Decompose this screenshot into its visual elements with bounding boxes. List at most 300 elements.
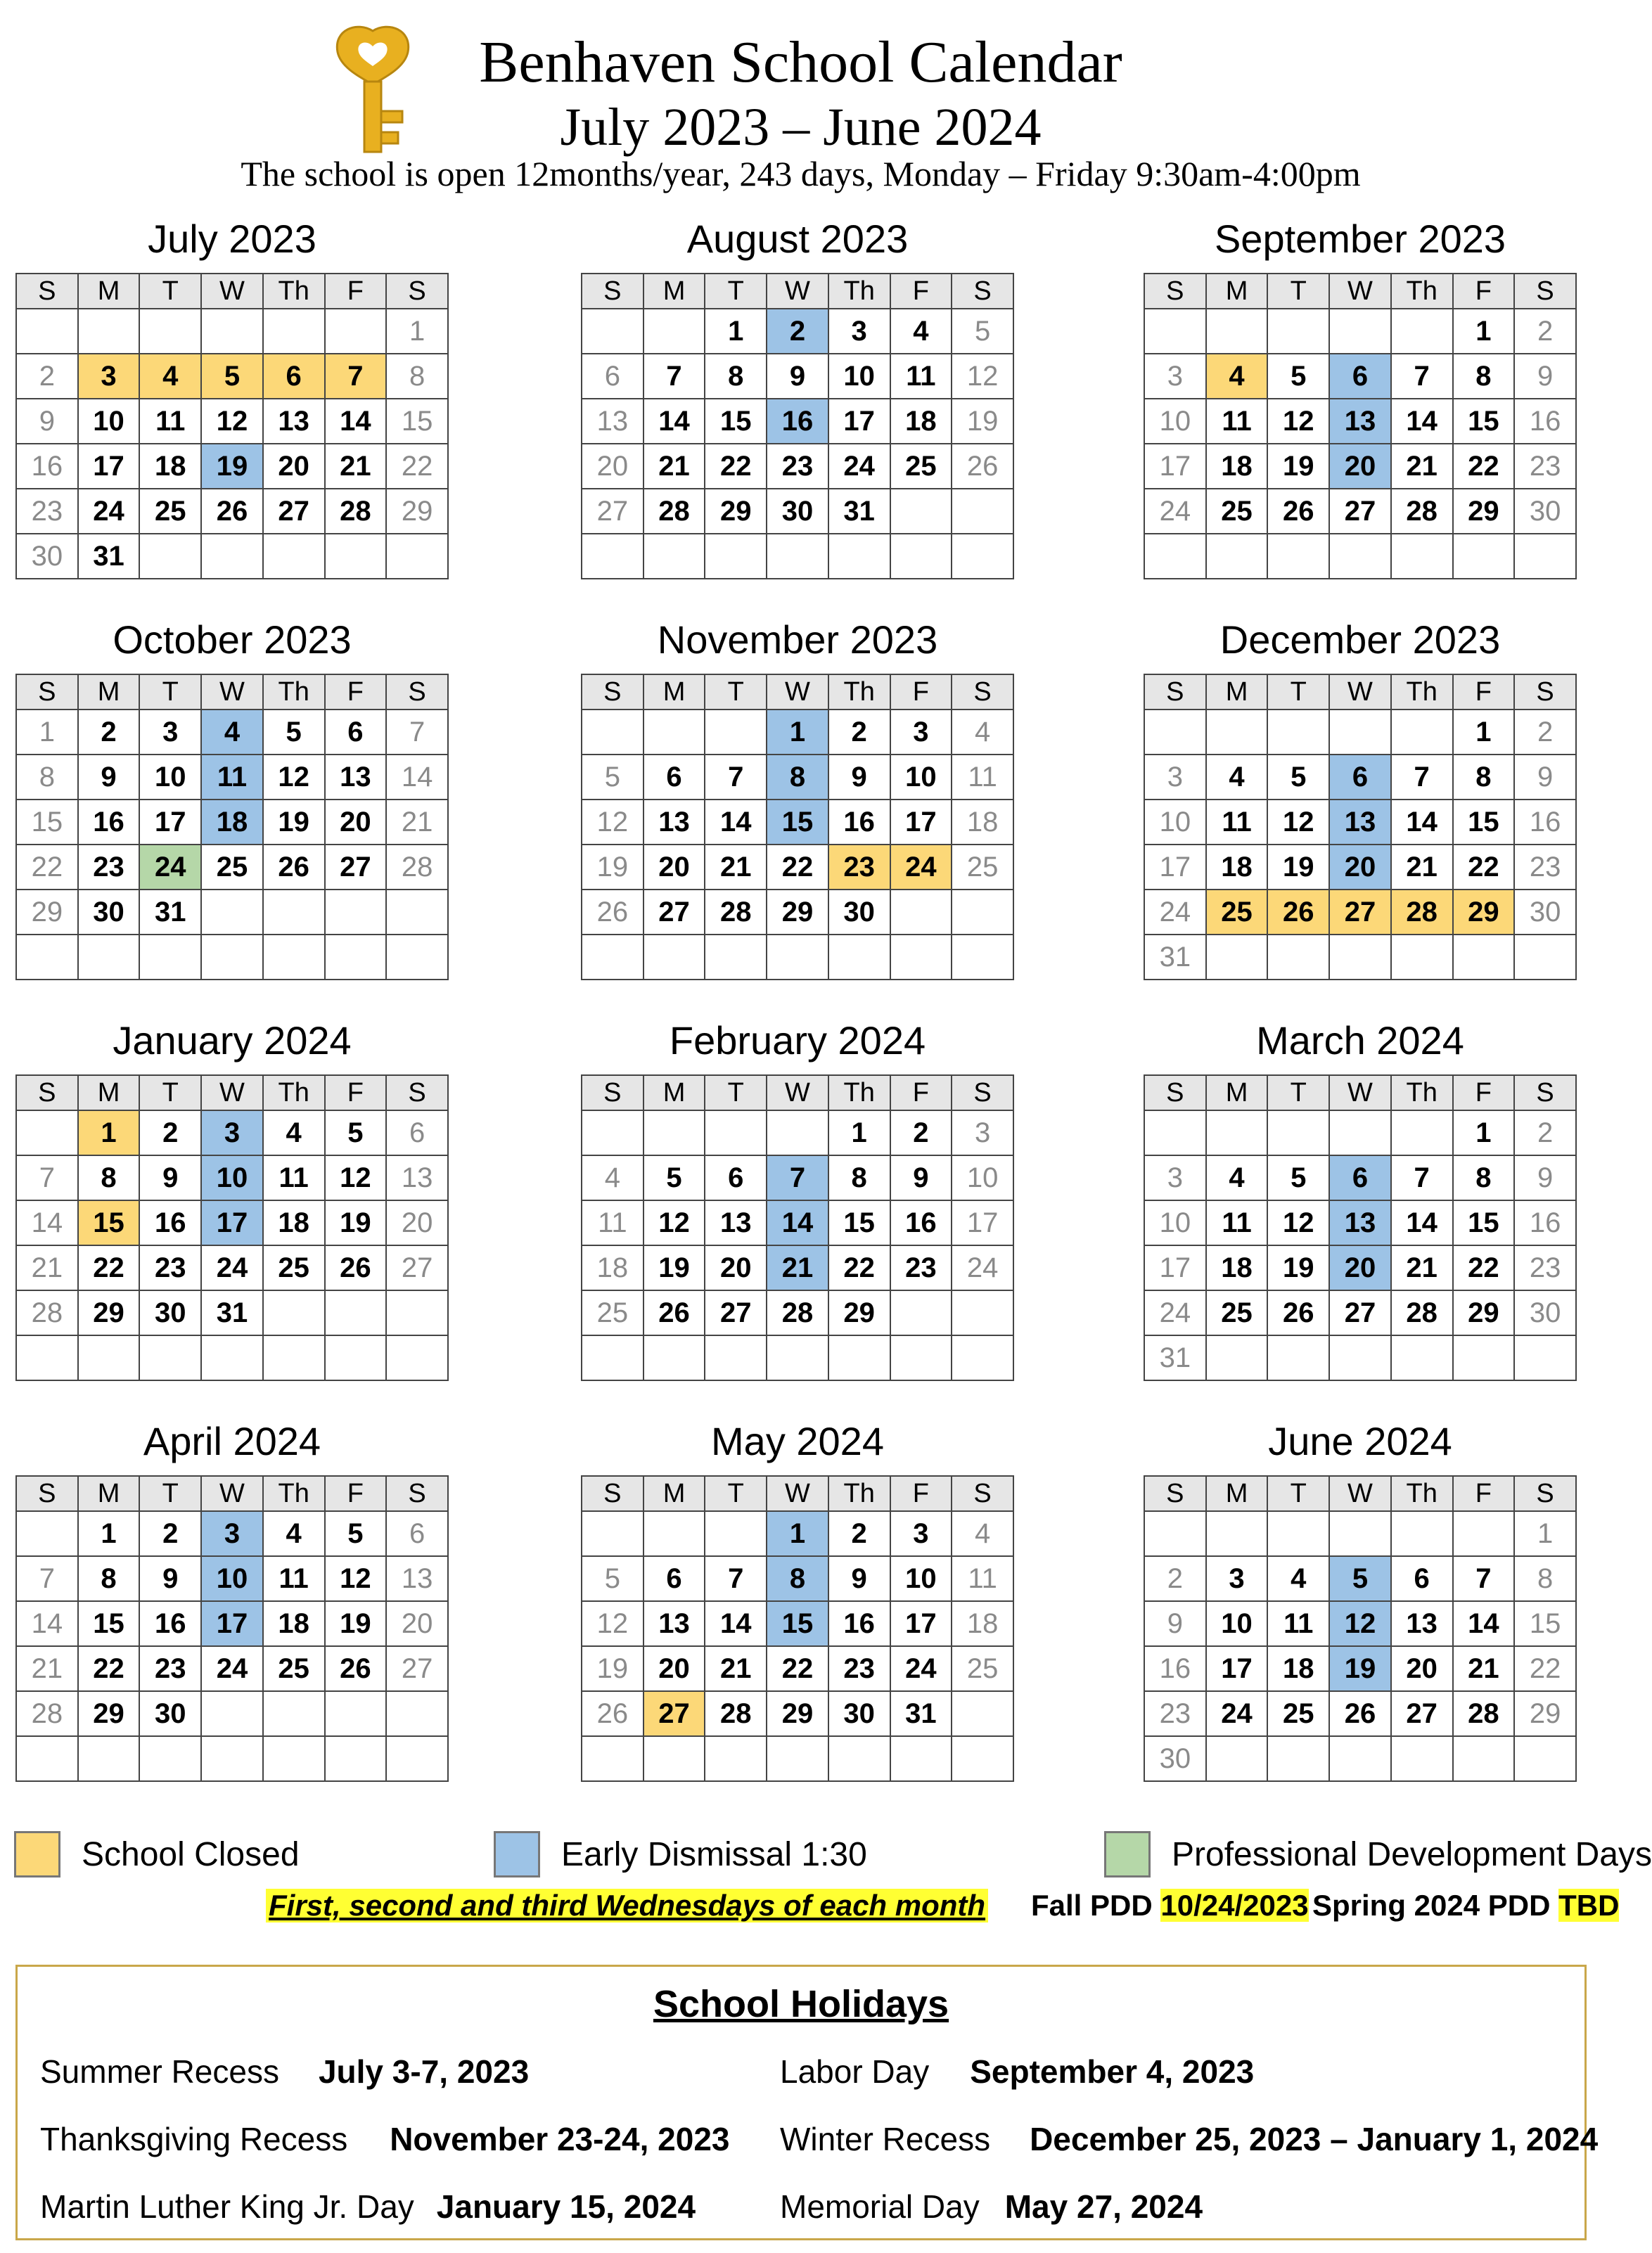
day-cell: 31	[890, 1691, 952, 1736]
month-calendar	[581, 606, 1014, 980]
day-cell: 29	[828, 1290, 890, 1335]
week-row	[1144, 309, 1576, 354]
weekday-header: S	[16, 1476, 78, 1511]
day-cell: 7	[1391, 755, 1453, 800]
holiday-name: Thanksgiving Recess	[40, 2121, 348, 2157]
day-cell: 23	[1144, 1691, 1206, 1736]
day-cell: 10	[828, 354, 890, 399]
day-cell: 27	[1329, 1290, 1391, 1335]
empty-day-cell	[1267, 1511, 1329, 1556]
month-grid	[581, 273, 1014, 579]
day-cell: 23	[16, 489, 78, 534]
empty-day-cell	[139, 309, 201, 354]
weekday-header: W	[1329, 674, 1391, 710]
day-cell: 24	[890, 1646, 952, 1691]
week-row	[582, 1290, 1013, 1335]
day-cell: 22	[767, 845, 828, 890]
weekday-header: M	[78, 674, 140, 710]
empty-day-cell	[767, 935, 828, 980]
day-cell: 2	[828, 710, 890, 755]
empty-day-cell	[1391, 1736, 1453, 1781]
day-cell: 17	[890, 800, 952, 845]
day-cell: 24	[952, 1245, 1013, 1290]
day-cell: 3	[201, 1110, 263, 1155]
weekday-header: T	[705, 674, 767, 710]
empty-day-cell	[78, 1736, 140, 1781]
day-cell: 1	[78, 1110, 140, 1155]
holiday-date: December 25, 2023 – January 1, 2024	[1030, 2121, 1599, 2157]
day-cell: 25	[1206, 1290, 1268, 1335]
day-cell: 8	[1453, 354, 1515, 399]
empty-day-cell	[1329, 1110, 1391, 1155]
empty-day-cell	[890, 1290, 952, 1335]
day-cell: 9	[828, 755, 890, 800]
week-row	[582, 399, 1013, 444]
week-row	[16, 800, 448, 845]
day-cell: 30	[767, 489, 828, 534]
day-cell: 31	[828, 489, 890, 534]
day-cell: 18	[201, 800, 263, 845]
empty-day-cell	[16, 1335, 78, 1380]
empty-day-cell	[16, 935, 78, 980]
empty-day-cell	[1329, 1335, 1391, 1380]
weekday-header: M	[1206, 1476, 1268, 1511]
day-cell: 25	[1206, 890, 1268, 935]
day-cell: 28	[325, 489, 387, 534]
day-cell: 14	[1391, 1200, 1453, 1245]
day-cell: 15	[705, 399, 767, 444]
empty-day-cell	[1206, 309, 1268, 354]
day-cell: 10	[201, 1155, 263, 1200]
day-cell: 6	[386, 1110, 448, 1155]
empty-day-cell	[1267, 1110, 1329, 1155]
weekday-header: T	[705, 1075, 767, 1110]
day-cell: 22	[16, 845, 78, 890]
day-cell: 21	[1391, 1245, 1453, 1290]
week-row	[582, 1155, 1013, 1200]
day-cell: 19	[582, 845, 643, 890]
day-cell: 28	[1391, 1290, 1453, 1335]
empty-day-cell	[952, 1691, 1013, 1736]
day-cell: 21	[325, 444, 387, 489]
day-cell: 6	[263, 354, 325, 399]
month-title: June 2024	[1268, 1419, 1452, 1463]
weekday-header: M	[643, 674, 705, 710]
day-cell: 8	[78, 1155, 140, 1200]
weekday-header: F	[325, 1075, 387, 1110]
week-row	[16, 354, 448, 399]
empty-day-cell	[139, 1335, 201, 1380]
day-cell: 21	[16, 1245, 78, 1290]
day-cell: 4	[582, 1155, 643, 1200]
empty-day-cell	[1206, 1736, 1268, 1781]
day-cell: 1	[386, 309, 448, 354]
day-cell: 15	[1453, 399, 1515, 444]
day-cell: 9	[1514, 755, 1576, 800]
day-cell: 20	[386, 1601, 448, 1646]
month-grid	[15, 674, 449, 980]
day-cell: 7	[643, 354, 705, 399]
day-cell: 8	[1453, 1155, 1515, 1200]
legend	[0, 1807, 1652, 1922]
weekday-header: W	[201, 274, 263, 309]
month-grid	[1144, 1475, 1577, 1782]
empty-day-cell	[201, 890, 263, 935]
empty-day-cell	[1453, 935, 1515, 980]
day-cell: 30	[16, 534, 78, 579]
day-cell: 9	[828, 1556, 890, 1601]
empty-day-cell	[1514, 534, 1576, 579]
day-cell: 8	[828, 1155, 890, 1200]
day-cell: 4	[1206, 354, 1268, 399]
empty-day-cell	[582, 1736, 643, 1781]
empty-day-cell	[705, 710, 767, 755]
day-cell: 27	[1329, 890, 1391, 935]
day-cell: 20	[386, 1200, 448, 1245]
week-row	[582, 534, 1013, 579]
holiday-name: Labor Day	[780, 2053, 930, 2090]
day-cell: 19	[952, 399, 1013, 444]
day-cell: 28	[16, 1290, 78, 1335]
day-cell: 23	[1514, 845, 1576, 890]
empty-day-cell	[1391, 1335, 1453, 1380]
week-row	[582, 354, 1013, 399]
day-cell: 3	[1144, 1155, 1206, 1200]
empty-day-cell	[325, 890, 387, 935]
day-cell: 24	[828, 444, 890, 489]
empty-day-cell	[325, 1335, 387, 1380]
day-cell: 21	[705, 845, 767, 890]
day-cell: 31	[78, 534, 140, 579]
weekday-header: Th	[1391, 1476, 1453, 1511]
month-grid	[1144, 674, 1577, 980]
empty-day-cell	[705, 1511, 767, 1556]
weekday-header: Th	[828, 274, 890, 309]
week-row	[1144, 399, 1576, 444]
day-cell: 18	[1206, 845, 1268, 890]
day-cell: 1	[1453, 710, 1515, 755]
empty-day-cell	[767, 1335, 828, 1380]
week-row	[1144, 1200, 1576, 1245]
day-cell: 19	[643, 1245, 705, 1290]
day-cell: 14	[16, 1200, 78, 1245]
week-row	[1144, 890, 1576, 935]
day-cell: 18	[139, 444, 201, 489]
day-cell: 1	[705, 309, 767, 354]
day-cell: 16	[1514, 1200, 1576, 1245]
week-row	[582, 890, 1013, 935]
day-cell: 23	[139, 1646, 201, 1691]
week-row	[582, 489, 1013, 534]
empty-day-cell	[890, 1335, 952, 1380]
day-cell: 18	[952, 1601, 1013, 1646]
month-title: May 2024	[711, 1419, 884, 1463]
day-cell: 30	[1514, 890, 1576, 935]
day-cell: 19	[1267, 1245, 1329, 1290]
day-cell: 6	[1329, 755, 1391, 800]
empty-day-cell	[1514, 1335, 1576, 1380]
day-cell: 10	[890, 755, 952, 800]
week-row	[16, 1511, 448, 1556]
day-cell: 16	[828, 800, 890, 845]
day-cell: 20	[1391, 1646, 1453, 1691]
month-calendar	[15, 1408, 449, 1782]
weekday-header: Th	[1391, 674, 1453, 710]
day-cell: 1	[767, 710, 828, 755]
weekday-header: S	[1144, 1075, 1206, 1110]
day-cell: 16	[890, 1200, 952, 1245]
day-cell: 15	[78, 1601, 140, 1646]
day-cell: 21	[643, 444, 705, 489]
weekday-header: S	[582, 1476, 643, 1511]
empty-day-cell	[1144, 309, 1206, 354]
week-row	[16, 444, 448, 489]
day-cell: 15	[78, 1200, 140, 1245]
empty-day-cell	[1267, 534, 1329, 579]
day-cell: 18	[1206, 444, 1268, 489]
weekday-header: F	[1453, 1476, 1515, 1511]
day-cell: 2	[139, 1110, 201, 1155]
week-row	[1144, 710, 1576, 755]
day-cell: 26	[325, 1245, 387, 1290]
empty-day-cell	[643, 309, 705, 354]
day-cell: 3	[1144, 755, 1206, 800]
empty-day-cell	[325, 1290, 387, 1335]
day-cell: 13	[705, 1200, 767, 1245]
week-row	[582, 755, 1013, 800]
empty-day-cell	[643, 534, 705, 579]
day-cell: 6	[582, 354, 643, 399]
weekday-header: Th	[828, 674, 890, 710]
day-cell: 17	[201, 1200, 263, 1245]
day-cell: 13	[1329, 800, 1391, 845]
day-cell: 30	[139, 1290, 201, 1335]
day-cell: 21	[1391, 444, 1453, 489]
day-cell: 9	[1144, 1601, 1206, 1646]
day-cell: 26	[643, 1290, 705, 1335]
empty-day-cell	[263, 1335, 325, 1380]
empty-day-cell	[1206, 1110, 1268, 1155]
day-cell: 17	[828, 399, 890, 444]
weekday-header: M	[1206, 1075, 1268, 1110]
weekday-header: S	[1514, 274, 1576, 309]
day-cell: 22	[386, 444, 448, 489]
empty-day-cell	[386, 890, 448, 935]
day-cell: 25	[1267, 1691, 1329, 1736]
day-cell: 30	[139, 1691, 201, 1736]
day-cell: 28	[1453, 1691, 1515, 1736]
empty-day-cell	[1206, 1335, 1268, 1380]
weekday-header-row	[582, 1075, 1013, 1110]
weekday-header-row	[1144, 274, 1576, 309]
day-cell: 31	[139, 890, 201, 935]
empty-day-cell	[263, 1290, 325, 1335]
holiday-date: July 3-7, 2023	[318, 2053, 530, 2090]
day-cell: 2	[828, 1511, 890, 1556]
month-grid	[15, 273, 449, 579]
day-cell: 21	[767, 1245, 828, 1290]
day-cell: 17	[1144, 845, 1206, 890]
empty-day-cell	[1391, 1110, 1453, 1155]
empty-day-cell	[139, 935, 201, 980]
week-row	[1144, 1245, 1576, 1290]
day-cell: 7	[386, 710, 448, 755]
day-cell: 4	[1206, 1155, 1268, 1200]
empty-day-cell	[1453, 534, 1515, 579]
day-cell: 17	[952, 1200, 1013, 1245]
month-grid	[1144, 1074, 1577, 1381]
week-row	[1144, 1736, 1576, 1781]
day-cell: 6	[1329, 354, 1391, 399]
month-title: April 2024	[143, 1419, 321, 1463]
holiday-date: May 27, 2024	[1004, 2188, 1203, 2225]
day-cell: 12	[201, 399, 263, 444]
weekday-header: M	[78, 1075, 140, 1110]
day-cell: 6	[386, 1511, 448, 1556]
empty-day-cell	[643, 1335, 705, 1380]
spring-pdd-label: Spring 2024 PDD	[1312, 1889, 1551, 1922]
day-cell: 28	[767, 1290, 828, 1335]
empty-day-cell	[1329, 1511, 1391, 1556]
day-cell: 22	[705, 444, 767, 489]
day-cell: 19	[1329, 1646, 1391, 1691]
day-cell: 4	[263, 1511, 325, 1556]
week-row	[16, 1556, 448, 1601]
day-cell: 9	[139, 1556, 201, 1601]
day-cell: 8	[1453, 755, 1515, 800]
day-cell: 7	[767, 1155, 828, 1200]
day-cell: 28	[705, 1691, 767, 1736]
empty-day-cell	[582, 1110, 643, 1155]
day-cell: 10	[1144, 800, 1206, 845]
day-cell: 12	[1267, 800, 1329, 845]
day-cell: 16	[828, 1601, 890, 1646]
day-cell: 14	[1453, 1601, 1515, 1646]
day-cell: 10	[1144, 1200, 1206, 1245]
day-cell: 27	[325, 845, 387, 890]
holiday-date: November 23-24, 2023	[390, 2121, 730, 2157]
week-row	[1144, 845, 1576, 890]
weekday-header: M	[78, 1476, 140, 1511]
day-cell: 6	[1391, 1556, 1453, 1601]
month-grid	[15, 1074, 449, 1381]
holiday-mlk-day	[40, 2188, 696, 2226]
day-cell: 19	[201, 444, 263, 489]
day-cell: 24	[1144, 489, 1206, 534]
empty-day-cell	[1391, 935, 1453, 980]
day-cell: 26	[1267, 489, 1329, 534]
weekday-header: S	[386, 274, 448, 309]
holiday-memorial-day	[780, 2188, 1203, 2226]
empty-day-cell	[1329, 710, 1391, 755]
empty-day-cell	[1514, 1736, 1576, 1781]
weekday-header: S	[582, 1075, 643, 1110]
week-row	[582, 309, 1013, 354]
day-cell: 4	[201, 710, 263, 755]
day-cell: 30	[828, 890, 890, 935]
day-cell: 11	[139, 399, 201, 444]
day-cell: 14	[643, 399, 705, 444]
weekday-header-row	[16, 1476, 448, 1511]
day-cell: 3	[201, 1511, 263, 1556]
day-cell: 5	[325, 1511, 387, 1556]
week-row	[582, 935, 1013, 980]
empty-day-cell	[263, 890, 325, 935]
empty-day-cell	[1329, 1736, 1391, 1781]
day-cell: 22	[1453, 444, 1515, 489]
weekday-header: W	[1329, 274, 1391, 309]
empty-day-cell	[139, 534, 201, 579]
day-cell: 15	[16, 800, 78, 845]
day-cell: 6	[643, 1556, 705, 1601]
empty-day-cell	[582, 1511, 643, 1556]
day-cell: 16	[16, 444, 78, 489]
week-row	[582, 1556, 1013, 1601]
day-cell: 16	[139, 1200, 201, 1245]
day-cell: 2	[78, 710, 140, 755]
day-cell: 5	[643, 1155, 705, 1200]
day-cell: 10	[78, 399, 140, 444]
empty-day-cell	[828, 1736, 890, 1781]
empty-day-cell	[890, 935, 952, 980]
day-cell: 20	[1329, 845, 1391, 890]
weekday-header: M	[643, 1075, 705, 1110]
empty-day-cell	[952, 534, 1013, 579]
day-cell: 8	[705, 354, 767, 399]
day-cell: 11	[263, 1556, 325, 1601]
week-row	[1144, 1511, 1576, 1556]
day-cell: 16	[1514, 800, 1576, 845]
day-cell: 12	[643, 1200, 705, 1245]
day-cell: 1	[767, 1511, 828, 1556]
empty-day-cell	[952, 1290, 1013, 1335]
weekday-header: S	[16, 674, 78, 710]
week-row	[1144, 1646, 1576, 1691]
month-title: September 2023	[1214, 217, 1506, 261]
week-row	[16, 309, 448, 354]
weekday-header: S	[1144, 274, 1206, 309]
empty-day-cell	[1267, 935, 1329, 980]
day-cell: 12	[325, 1556, 387, 1601]
weekday-header: W	[201, 1476, 263, 1511]
empty-day-cell	[386, 1335, 448, 1380]
weekday-header: F	[890, 674, 952, 710]
legend-label-pdd: Professional Development Days	[1172, 1836, 1652, 1873]
day-cell: 26	[263, 845, 325, 890]
day-cell: 4	[1206, 755, 1268, 800]
day-cell: 28	[1391, 890, 1453, 935]
day-cell: 30	[828, 1691, 890, 1736]
empty-day-cell	[16, 1736, 78, 1781]
month-calendar	[1144, 1007, 1577, 1381]
weekday-header: Th	[828, 1075, 890, 1110]
empty-day-cell	[767, 534, 828, 579]
day-cell: 6	[705, 1155, 767, 1200]
empty-day-cell	[1329, 935, 1391, 980]
empty-day-cell	[643, 710, 705, 755]
weekday-header: F	[325, 274, 387, 309]
empty-day-cell	[263, 1691, 325, 1736]
day-cell: 14	[1391, 399, 1453, 444]
day-cell: 29	[1453, 489, 1515, 534]
day-cell: 3	[890, 710, 952, 755]
empty-day-cell	[201, 1335, 263, 1380]
holiday-date: September 4, 2023	[970, 2053, 1255, 2090]
spring-pdd-value: TBD	[1558, 1889, 1620, 1922]
weekday-header: W	[1329, 1075, 1391, 1110]
weekday-header: S	[582, 274, 643, 309]
weekday-header: T	[1267, 1476, 1329, 1511]
